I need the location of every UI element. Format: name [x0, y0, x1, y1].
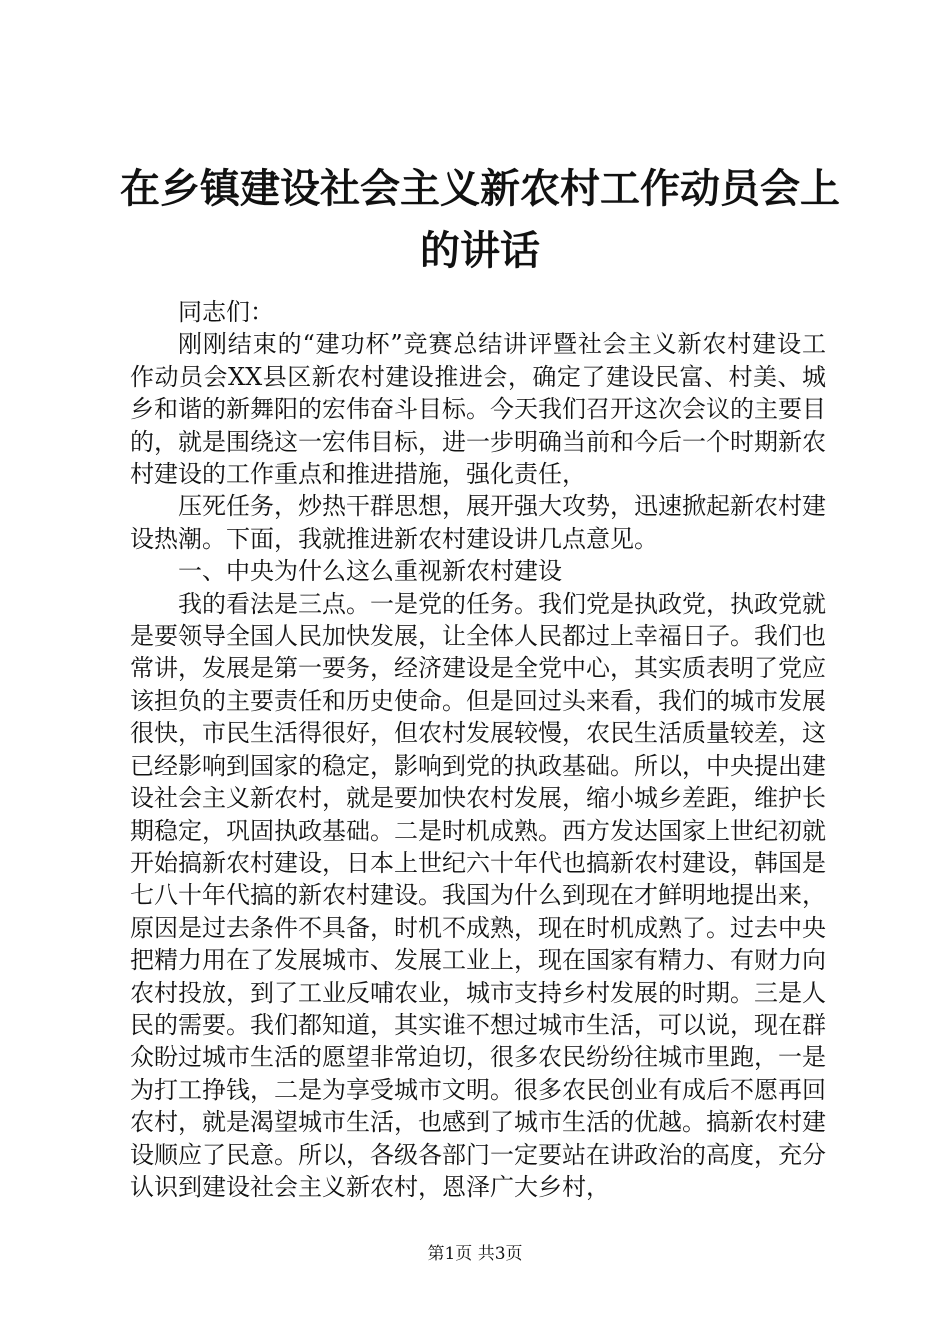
- document-body: [130, 296, 826, 1203]
- greeting-paragraph: 同志们：: [178, 298, 274, 326]
- body-paragraph: 压死任务，炒热干群思想，展开强大攻势，迅速掀起新农村建设热潮。下面，我就推进新农村建设讲几点意见。: [130, 492, 826, 553]
- page-number-footer: 第1页 共3页: [427, 1244, 523, 1264]
- body-paragraph: 刚刚结束的“建功杯”竞赛总结讲评暨社会主义新农村建设工作动员会XX县区新农村建设推进会，确定了建设民富、村美、城乡和谐的新舞阳的宏伟奋斗目标。今天我们召开这次会议的主要目的，就是围绕这一宏伟目标，进一步明确当前和今后一个时期新农村建设的工作重点和推进措施，强化责任，: [130, 330, 826, 489]
- section-heading: 一、中央为什么这么重视新农村建设: [178, 557, 562, 586]
- document-title: 在乡镇建设社会主义新农村工作动员会上的讲话: [120, 165, 840, 274]
- body-paragraph: 我的看法是三点。一是党的任务。我们党是执政党，执政党就是要领导全国人民加快发展，让全体人民都过上幸福日子。我们也常讲，发展是第一要务，经济建设是全党中心，其实质表明了党应该担负的主要责任和历史使命。但是回过头来看，我们的城市发展很快，市民生活得很好，但农村发展较慢，农民生活质量较差，这已经影响到国家的稳定，影响到党的执政基础。所以，中央提出建设社会主义新农村，就是要加快农村发展，缩小城乡差距，维护长期稳定，巩固执政基础。二是时机成熟。西方发达国家上世纪初就开始搞新农村建设，日本上世纪六十年代也搞新农村建设，韩国是七八十年代搞的新农村建设。我国为什么到现在才鲜明地提出来，原因是过去条件不具备，时机不成熟，现在时机成熟了。过去中央把精力用在了发展城市、发展工业上，现在国家有精力、有财力向农村投放，到了工业反哺农业，城市支持乡村发展的时期。三是人民的需要。我们都知道，其实谁不想过城市生活，可以说，现在群众盼过城市生活的愿望非常迫切，很多农民纷纷往城市里跑，一是为打工挣钱，二是为享受城市文明。很多农民创业有成后不愿再回农村，就是渴望城市生活，也感到了城市生活的优越。搞新农村建设顺应了民意。所以，各级各部门一定要站在讲政治的高度，充分认识到建设社会主义新农村，恩泽广大乡村，: [130, 589, 826, 1201]
